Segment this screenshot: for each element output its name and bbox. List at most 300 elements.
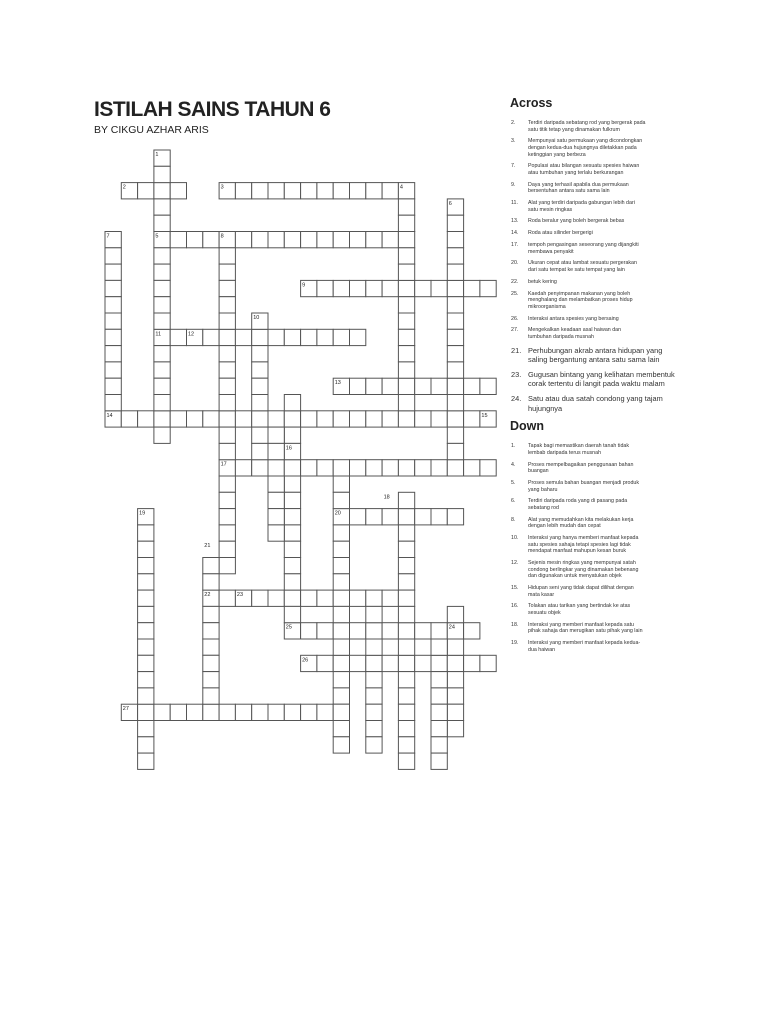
grid-cell[interactable] bbox=[366, 721, 382, 737]
grid-cell[interactable] bbox=[333, 492, 349, 508]
grid-cell[interactable] bbox=[284, 525, 300, 541]
grid-cell[interactable] bbox=[154, 297, 170, 313]
grid-cell[interactable] bbox=[154, 395, 170, 411]
grid-cell[interactable] bbox=[203, 655, 219, 671]
grid-cell[interactable] bbox=[480, 411, 496, 427]
grid-cell[interactable] bbox=[447, 655, 463, 671]
grid-cell[interactable] bbox=[398, 297, 414, 313]
grid-cell[interactable] bbox=[317, 232, 333, 248]
grid-cell[interactable] bbox=[447, 378, 463, 394]
grid-cell[interactable] bbox=[219, 378, 235, 394]
grid-cell[interactable] bbox=[317, 623, 333, 639]
grid-cell[interactable] bbox=[170, 411, 186, 427]
grid-cell[interactable] bbox=[480, 378, 496, 394]
grid-cell[interactable] bbox=[252, 704, 268, 720]
grid-cell[interactable] bbox=[235, 329, 251, 345]
grid-cell[interactable] bbox=[415, 280, 431, 296]
grid-cell[interactable] bbox=[252, 313, 268, 329]
grid-cell[interactable] bbox=[350, 329, 366, 345]
grid-cell[interactable] bbox=[219, 704, 235, 720]
grid-cell[interactable] bbox=[350, 378, 366, 394]
grid-cell[interactable] bbox=[138, 541, 154, 557]
grid-cell[interactable] bbox=[398, 215, 414, 231]
grid-cell[interactable] bbox=[219, 183, 235, 199]
grid-cell[interactable] bbox=[398, 329, 414, 345]
grid-cell[interactable] bbox=[382, 590, 398, 606]
grid-cell[interactable] bbox=[447, 606, 463, 622]
grid-cell[interactable] bbox=[138, 623, 154, 639]
grid-cell[interactable] bbox=[284, 183, 300, 199]
grid-cell[interactable] bbox=[154, 427, 170, 443]
grid-cell[interactable] bbox=[284, 574, 300, 590]
grid-cell[interactable] bbox=[154, 313, 170, 329]
grid-cell[interactable] bbox=[203, 606, 219, 622]
grid-cell[interactable] bbox=[398, 606, 414, 622]
grid-cell[interactable] bbox=[284, 443, 300, 459]
grid-cell[interactable] bbox=[235, 460, 251, 476]
grid-cell[interactable] bbox=[431, 737, 447, 753]
grid-cell[interactable] bbox=[333, 280, 349, 296]
grid-cell[interactable] bbox=[317, 460, 333, 476]
grid-cell[interactable] bbox=[154, 183, 170, 199]
grid-cell[interactable] bbox=[121, 183, 137, 199]
grid-cell[interactable] bbox=[333, 590, 349, 606]
grid-cell[interactable] bbox=[154, 264, 170, 280]
grid-cell[interactable] bbox=[252, 590, 268, 606]
grid-cell[interactable] bbox=[154, 215, 170, 231]
grid-cell[interactable] bbox=[333, 509, 349, 525]
grid-cell[interactable] bbox=[366, 704, 382, 720]
grid-cell[interactable] bbox=[268, 329, 284, 345]
grid-cell[interactable] bbox=[398, 688, 414, 704]
grid-cell[interactable] bbox=[431, 721, 447, 737]
grid-cell[interactable] bbox=[268, 460, 284, 476]
grid-cell[interactable] bbox=[301, 183, 317, 199]
grid-cell[interactable] bbox=[447, 639, 463, 655]
grid-cell[interactable] bbox=[203, 639, 219, 655]
grid-cell[interactable] bbox=[284, 395, 300, 411]
grid-cell[interactable] bbox=[447, 672, 463, 688]
grid-cell[interactable] bbox=[154, 704, 170, 720]
grid-cell[interactable] bbox=[219, 313, 235, 329]
grid-cell[interactable] bbox=[170, 329, 186, 345]
grid-cell[interactable] bbox=[268, 590, 284, 606]
grid-cell[interactable] bbox=[464, 378, 480, 394]
grid-cell[interactable] bbox=[350, 411, 366, 427]
grid-cell[interactable] bbox=[219, 476, 235, 492]
grid-cell[interactable] bbox=[366, 688, 382, 704]
grid-cell[interactable] bbox=[333, 476, 349, 492]
grid-cell[interactable] bbox=[219, 280, 235, 296]
grid-cell[interactable] bbox=[398, 395, 414, 411]
grid-cell[interactable] bbox=[398, 639, 414, 655]
grid-cell[interactable] bbox=[138, 704, 154, 720]
grid-cell[interactable] bbox=[252, 346, 268, 362]
grid-cell[interactable] bbox=[366, 411, 382, 427]
grid-cell[interactable] bbox=[398, 378, 414, 394]
grid-cell[interactable] bbox=[138, 721, 154, 737]
grid-cell[interactable] bbox=[138, 639, 154, 655]
grid-cell[interactable] bbox=[447, 460, 463, 476]
grid-cell[interactable] bbox=[154, 150, 170, 166]
grid-cell[interactable] bbox=[203, 623, 219, 639]
grid-cell[interactable] bbox=[447, 362, 463, 378]
grid-cell[interactable] bbox=[447, 688, 463, 704]
grid-cell[interactable] bbox=[235, 590, 251, 606]
grid-cell[interactable] bbox=[415, 411, 431, 427]
grid-cell[interactable] bbox=[138, 737, 154, 753]
grid-cell[interactable] bbox=[219, 460, 235, 476]
grid-cell[interactable] bbox=[203, 232, 219, 248]
grid-cell[interactable] bbox=[154, 199, 170, 215]
grid-cell[interactable] bbox=[431, 411, 447, 427]
grid-cell[interactable] bbox=[301, 280, 317, 296]
grid-cell[interactable] bbox=[431, 672, 447, 688]
grid-cell[interactable] bbox=[350, 509, 366, 525]
grid-cell[interactable] bbox=[333, 232, 349, 248]
grid-cell[interactable] bbox=[431, 688, 447, 704]
grid-cell[interactable] bbox=[398, 346, 414, 362]
grid-cell[interactable] bbox=[333, 411, 349, 427]
grid-cell[interactable] bbox=[333, 623, 349, 639]
grid-cell[interactable] bbox=[284, 476, 300, 492]
grid-cell[interactable] bbox=[447, 509, 463, 525]
grid-cell[interactable] bbox=[219, 297, 235, 313]
grid-cell[interactable] bbox=[431, 639, 447, 655]
grid-cell[interactable] bbox=[398, 183, 414, 199]
grid-cell[interactable] bbox=[138, 672, 154, 688]
grid-cell[interactable] bbox=[138, 590, 154, 606]
grid-cell[interactable] bbox=[252, 362, 268, 378]
grid-cell[interactable] bbox=[170, 183, 186, 199]
grid-cell[interactable] bbox=[447, 297, 463, 313]
grid-cell[interactable] bbox=[366, 639, 382, 655]
grid-cell[interactable] bbox=[398, 248, 414, 264]
grid-cell[interactable] bbox=[252, 427, 268, 443]
grid-cell[interactable] bbox=[268, 492, 284, 508]
grid-cell[interactable] bbox=[284, 329, 300, 345]
grid-cell[interactable] bbox=[235, 183, 251, 199]
grid-cell[interactable] bbox=[333, 574, 349, 590]
grid-cell[interactable] bbox=[268, 427, 284, 443]
grid-cell[interactable] bbox=[268, 509, 284, 525]
grid-cell[interactable] bbox=[382, 378, 398, 394]
grid-cell[interactable] bbox=[447, 427, 463, 443]
grid-cell[interactable] bbox=[333, 672, 349, 688]
grid-cell[interactable] bbox=[464, 623, 480, 639]
grid-cell[interactable] bbox=[333, 704, 349, 720]
grid-cell[interactable] bbox=[268, 411, 284, 427]
grid-cell[interactable] bbox=[382, 460, 398, 476]
grid-cell[interactable] bbox=[382, 655, 398, 671]
grid-cell[interactable] bbox=[415, 460, 431, 476]
grid-cell[interactable] bbox=[431, 509, 447, 525]
grid-cell[interactable] bbox=[350, 232, 366, 248]
grid-cell[interactable] bbox=[235, 411, 251, 427]
grid-cell[interactable] bbox=[268, 443, 284, 459]
grid-cell[interactable] bbox=[350, 460, 366, 476]
grid-cell[interactable] bbox=[301, 655, 317, 671]
grid-cell[interactable] bbox=[415, 509, 431, 525]
grid-cell[interactable] bbox=[447, 346, 463, 362]
grid-cell[interactable] bbox=[447, 704, 463, 720]
grid-cell[interactable] bbox=[219, 443, 235, 459]
grid-cell[interactable] bbox=[154, 362, 170, 378]
grid-cell[interactable] bbox=[398, 672, 414, 688]
grid-cell[interactable] bbox=[447, 264, 463, 280]
grid-cell[interactable] bbox=[415, 655, 431, 671]
grid-cell[interactable] bbox=[154, 248, 170, 264]
grid-cell[interactable] bbox=[398, 362, 414, 378]
grid-cell[interactable] bbox=[317, 704, 333, 720]
grid-cell[interactable] bbox=[219, 541, 235, 557]
grid-cell[interactable] bbox=[187, 411, 203, 427]
grid-cell[interactable] bbox=[105, 248, 121, 264]
grid-cell[interactable] bbox=[268, 183, 284, 199]
grid-cell[interactable] bbox=[333, 606, 349, 622]
grid-cell[interactable] bbox=[219, 346, 235, 362]
grid-cell[interactable] bbox=[480, 655, 496, 671]
grid-cell[interactable] bbox=[121, 411, 137, 427]
grid-cell[interactable] bbox=[105, 313, 121, 329]
grid-cell[interactable] bbox=[219, 248, 235, 264]
grid-cell[interactable] bbox=[105, 395, 121, 411]
grid-cell[interactable] bbox=[366, 737, 382, 753]
grid-cell[interactable] bbox=[398, 753, 414, 769]
grid-cell[interactable] bbox=[154, 329, 170, 345]
grid-cell[interactable] bbox=[431, 623, 447, 639]
grid-cell[interactable] bbox=[105, 280, 121, 296]
grid-cell[interactable] bbox=[366, 606, 382, 622]
grid-cell[interactable] bbox=[187, 232, 203, 248]
grid-cell[interactable] bbox=[154, 280, 170, 296]
grid-cell[interactable] bbox=[480, 280, 496, 296]
grid-cell[interactable] bbox=[284, 623, 300, 639]
grid-cell[interactable] bbox=[252, 395, 268, 411]
grid-cell[interactable] bbox=[398, 655, 414, 671]
grid-cell[interactable] bbox=[398, 623, 414, 639]
grid-cell[interactable] bbox=[333, 737, 349, 753]
grid-cell[interactable] bbox=[382, 509, 398, 525]
grid-cell[interactable] bbox=[284, 492, 300, 508]
grid-cell[interactable] bbox=[301, 623, 317, 639]
grid-cell[interactable] bbox=[105, 362, 121, 378]
grid-cell[interactable] bbox=[398, 558, 414, 574]
grid-cell[interactable] bbox=[284, 606, 300, 622]
grid-cell[interactable] bbox=[333, 541, 349, 557]
grid-cell[interactable] bbox=[154, 411, 170, 427]
grid-cell[interactable] bbox=[317, 280, 333, 296]
grid-cell[interactable] bbox=[154, 232, 170, 248]
grid-cell[interactable] bbox=[105, 346, 121, 362]
grid-cell[interactable] bbox=[366, 183, 382, 199]
grid-cell[interactable] bbox=[317, 329, 333, 345]
grid-cell[interactable] bbox=[105, 329, 121, 345]
grid-cell[interactable] bbox=[447, 232, 463, 248]
grid-cell[interactable] bbox=[219, 492, 235, 508]
grid-cell[interactable] bbox=[105, 264, 121, 280]
grid-cell[interactable] bbox=[366, 280, 382, 296]
grid-cell[interactable] bbox=[431, 378, 447, 394]
grid-cell[interactable] bbox=[284, 558, 300, 574]
grid-cell[interactable] bbox=[138, 574, 154, 590]
grid-cell[interactable] bbox=[203, 590, 219, 606]
grid-cell[interactable] bbox=[219, 395, 235, 411]
grid-cell[interactable] bbox=[398, 704, 414, 720]
grid-cell[interactable] bbox=[219, 525, 235, 541]
grid-cell[interactable] bbox=[431, 280, 447, 296]
grid-cell[interactable] bbox=[333, 460, 349, 476]
grid-cell[interactable] bbox=[464, 460, 480, 476]
grid-cell[interactable] bbox=[415, 378, 431, 394]
grid-cell[interactable] bbox=[121, 704, 137, 720]
grid-cell[interactable] bbox=[284, 704, 300, 720]
grid-cell[interactable] bbox=[447, 443, 463, 459]
grid-cell[interactable] bbox=[447, 411, 463, 427]
grid-cell[interactable] bbox=[252, 460, 268, 476]
grid-cell[interactable] bbox=[398, 232, 414, 248]
grid-cell[interactable] bbox=[138, 688, 154, 704]
grid-cell[interactable] bbox=[268, 476, 284, 492]
grid-cell[interactable] bbox=[447, 329, 463, 345]
grid-cell[interactable] bbox=[219, 590, 235, 606]
grid-cell[interactable] bbox=[252, 329, 268, 345]
grid-cell[interactable] bbox=[284, 232, 300, 248]
grid-cell[interactable] bbox=[447, 313, 463, 329]
grid-cell[interactable] bbox=[219, 411, 235, 427]
grid-cell[interactable] bbox=[203, 329, 219, 345]
grid-cell[interactable] bbox=[317, 411, 333, 427]
grid-cell[interactable] bbox=[301, 411, 317, 427]
grid-cell[interactable] bbox=[447, 199, 463, 215]
grid-cell[interactable] bbox=[284, 411, 300, 427]
grid-cell[interactable] bbox=[333, 721, 349, 737]
grid-cell[interactable] bbox=[366, 378, 382, 394]
grid-cell[interactable] bbox=[235, 704, 251, 720]
grid-cell[interactable] bbox=[333, 525, 349, 541]
grid-cell[interactable] bbox=[366, 672, 382, 688]
grid-cell[interactable] bbox=[170, 232, 186, 248]
grid-cell[interactable] bbox=[138, 411, 154, 427]
grid-cell[interactable] bbox=[398, 525, 414, 541]
grid-cell[interactable] bbox=[317, 183, 333, 199]
grid-cell[interactable] bbox=[333, 558, 349, 574]
grid-cell[interactable] bbox=[170, 704, 186, 720]
grid-cell[interactable] bbox=[398, 411, 414, 427]
grid-cell[interactable] bbox=[447, 248, 463, 264]
grid-cell[interactable] bbox=[333, 183, 349, 199]
grid-cell[interactable] bbox=[398, 574, 414, 590]
grid-cell[interactable] bbox=[317, 655, 333, 671]
grid-cell[interactable] bbox=[252, 183, 268, 199]
grid-cell[interactable] bbox=[350, 590, 366, 606]
grid-cell[interactable] bbox=[252, 378, 268, 394]
grid-cell[interactable] bbox=[219, 232, 235, 248]
grid-cell[interactable] bbox=[431, 460, 447, 476]
grid-cell[interactable] bbox=[447, 280, 463, 296]
grid-cell[interactable] bbox=[203, 672, 219, 688]
grid-cell[interactable] bbox=[203, 558, 219, 574]
grid-cell[interactable] bbox=[105, 411, 121, 427]
grid-cell[interactable] bbox=[301, 232, 317, 248]
grid-cell[interactable] bbox=[268, 525, 284, 541]
grid-cell[interactable] bbox=[138, 525, 154, 541]
grid-cell[interactable] bbox=[480, 460, 496, 476]
grid-cell[interactable] bbox=[219, 264, 235, 280]
grid-cell[interactable] bbox=[398, 737, 414, 753]
grid-cell[interactable] bbox=[382, 183, 398, 199]
grid-cell[interactable] bbox=[154, 346, 170, 362]
grid-cell[interactable] bbox=[464, 655, 480, 671]
grid-cell[interactable] bbox=[301, 704, 317, 720]
grid-cell[interactable] bbox=[431, 655, 447, 671]
grid-cell[interactable] bbox=[366, 509, 382, 525]
grid-cell[interactable] bbox=[382, 411, 398, 427]
grid-cell[interactable] bbox=[105, 297, 121, 313]
grid-cell[interactable] bbox=[447, 623, 463, 639]
grid-cell[interactable] bbox=[317, 590, 333, 606]
grid-cell[interactable] bbox=[284, 427, 300, 443]
grid-cell[interactable] bbox=[464, 280, 480, 296]
grid-cell[interactable] bbox=[333, 378, 349, 394]
grid-cell[interactable] bbox=[333, 639, 349, 655]
grid-cell[interactable] bbox=[398, 264, 414, 280]
grid-cell[interactable] bbox=[284, 509, 300, 525]
grid-cell[interactable] bbox=[366, 460, 382, 476]
grid-cell[interactable] bbox=[333, 655, 349, 671]
grid-cell[interactable] bbox=[154, 378, 170, 394]
grid-cell[interactable] bbox=[187, 704, 203, 720]
grid-cell[interactable] bbox=[252, 232, 268, 248]
grid-cell[interactable] bbox=[398, 280, 414, 296]
grid-cell[interactable] bbox=[301, 329, 317, 345]
grid-cell[interactable] bbox=[382, 623, 398, 639]
grid-cell[interactable] bbox=[138, 558, 154, 574]
grid-cell[interactable] bbox=[398, 509, 414, 525]
grid-cell[interactable] bbox=[138, 183, 154, 199]
grid-cell[interactable] bbox=[203, 411, 219, 427]
grid-cell[interactable] bbox=[464, 411, 480, 427]
grid-cell[interactable] bbox=[268, 704, 284, 720]
grid-cell[interactable] bbox=[333, 329, 349, 345]
grid-cell[interactable] bbox=[447, 395, 463, 411]
grid-cell[interactable] bbox=[252, 411, 268, 427]
grid-cell[interactable] bbox=[415, 623, 431, 639]
grid-cell[interactable] bbox=[398, 492, 414, 508]
grid-cell[interactable] bbox=[105, 232, 121, 248]
grid-cell[interactable] bbox=[350, 623, 366, 639]
grid-cell[interactable] bbox=[138, 655, 154, 671]
grid-cell[interactable] bbox=[398, 199, 414, 215]
grid-cell[interactable] bbox=[382, 232, 398, 248]
grid-cell[interactable] bbox=[203, 704, 219, 720]
grid-cell[interactable] bbox=[105, 378, 121, 394]
grid-cell[interactable] bbox=[252, 443, 268, 459]
grid-cell[interactable] bbox=[187, 329, 203, 345]
grid-cell[interactable] bbox=[398, 721, 414, 737]
grid-cell[interactable] bbox=[398, 313, 414, 329]
grid-cell[interactable] bbox=[235, 232, 251, 248]
grid-cell[interactable] bbox=[219, 509, 235, 525]
grid-cell[interactable] bbox=[447, 721, 463, 737]
grid-cell[interactable] bbox=[284, 590, 300, 606]
grid-cell[interactable] bbox=[219, 362, 235, 378]
grid-cell[interactable] bbox=[398, 541, 414, 557]
grid-cell[interactable] bbox=[366, 590, 382, 606]
grid-cell[interactable] bbox=[284, 460, 300, 476]
grid-cell[interactable] bbox=[350, 183, 366, 199]
grid-cell[interactable] bbox=[431, 753, 447, 769]
